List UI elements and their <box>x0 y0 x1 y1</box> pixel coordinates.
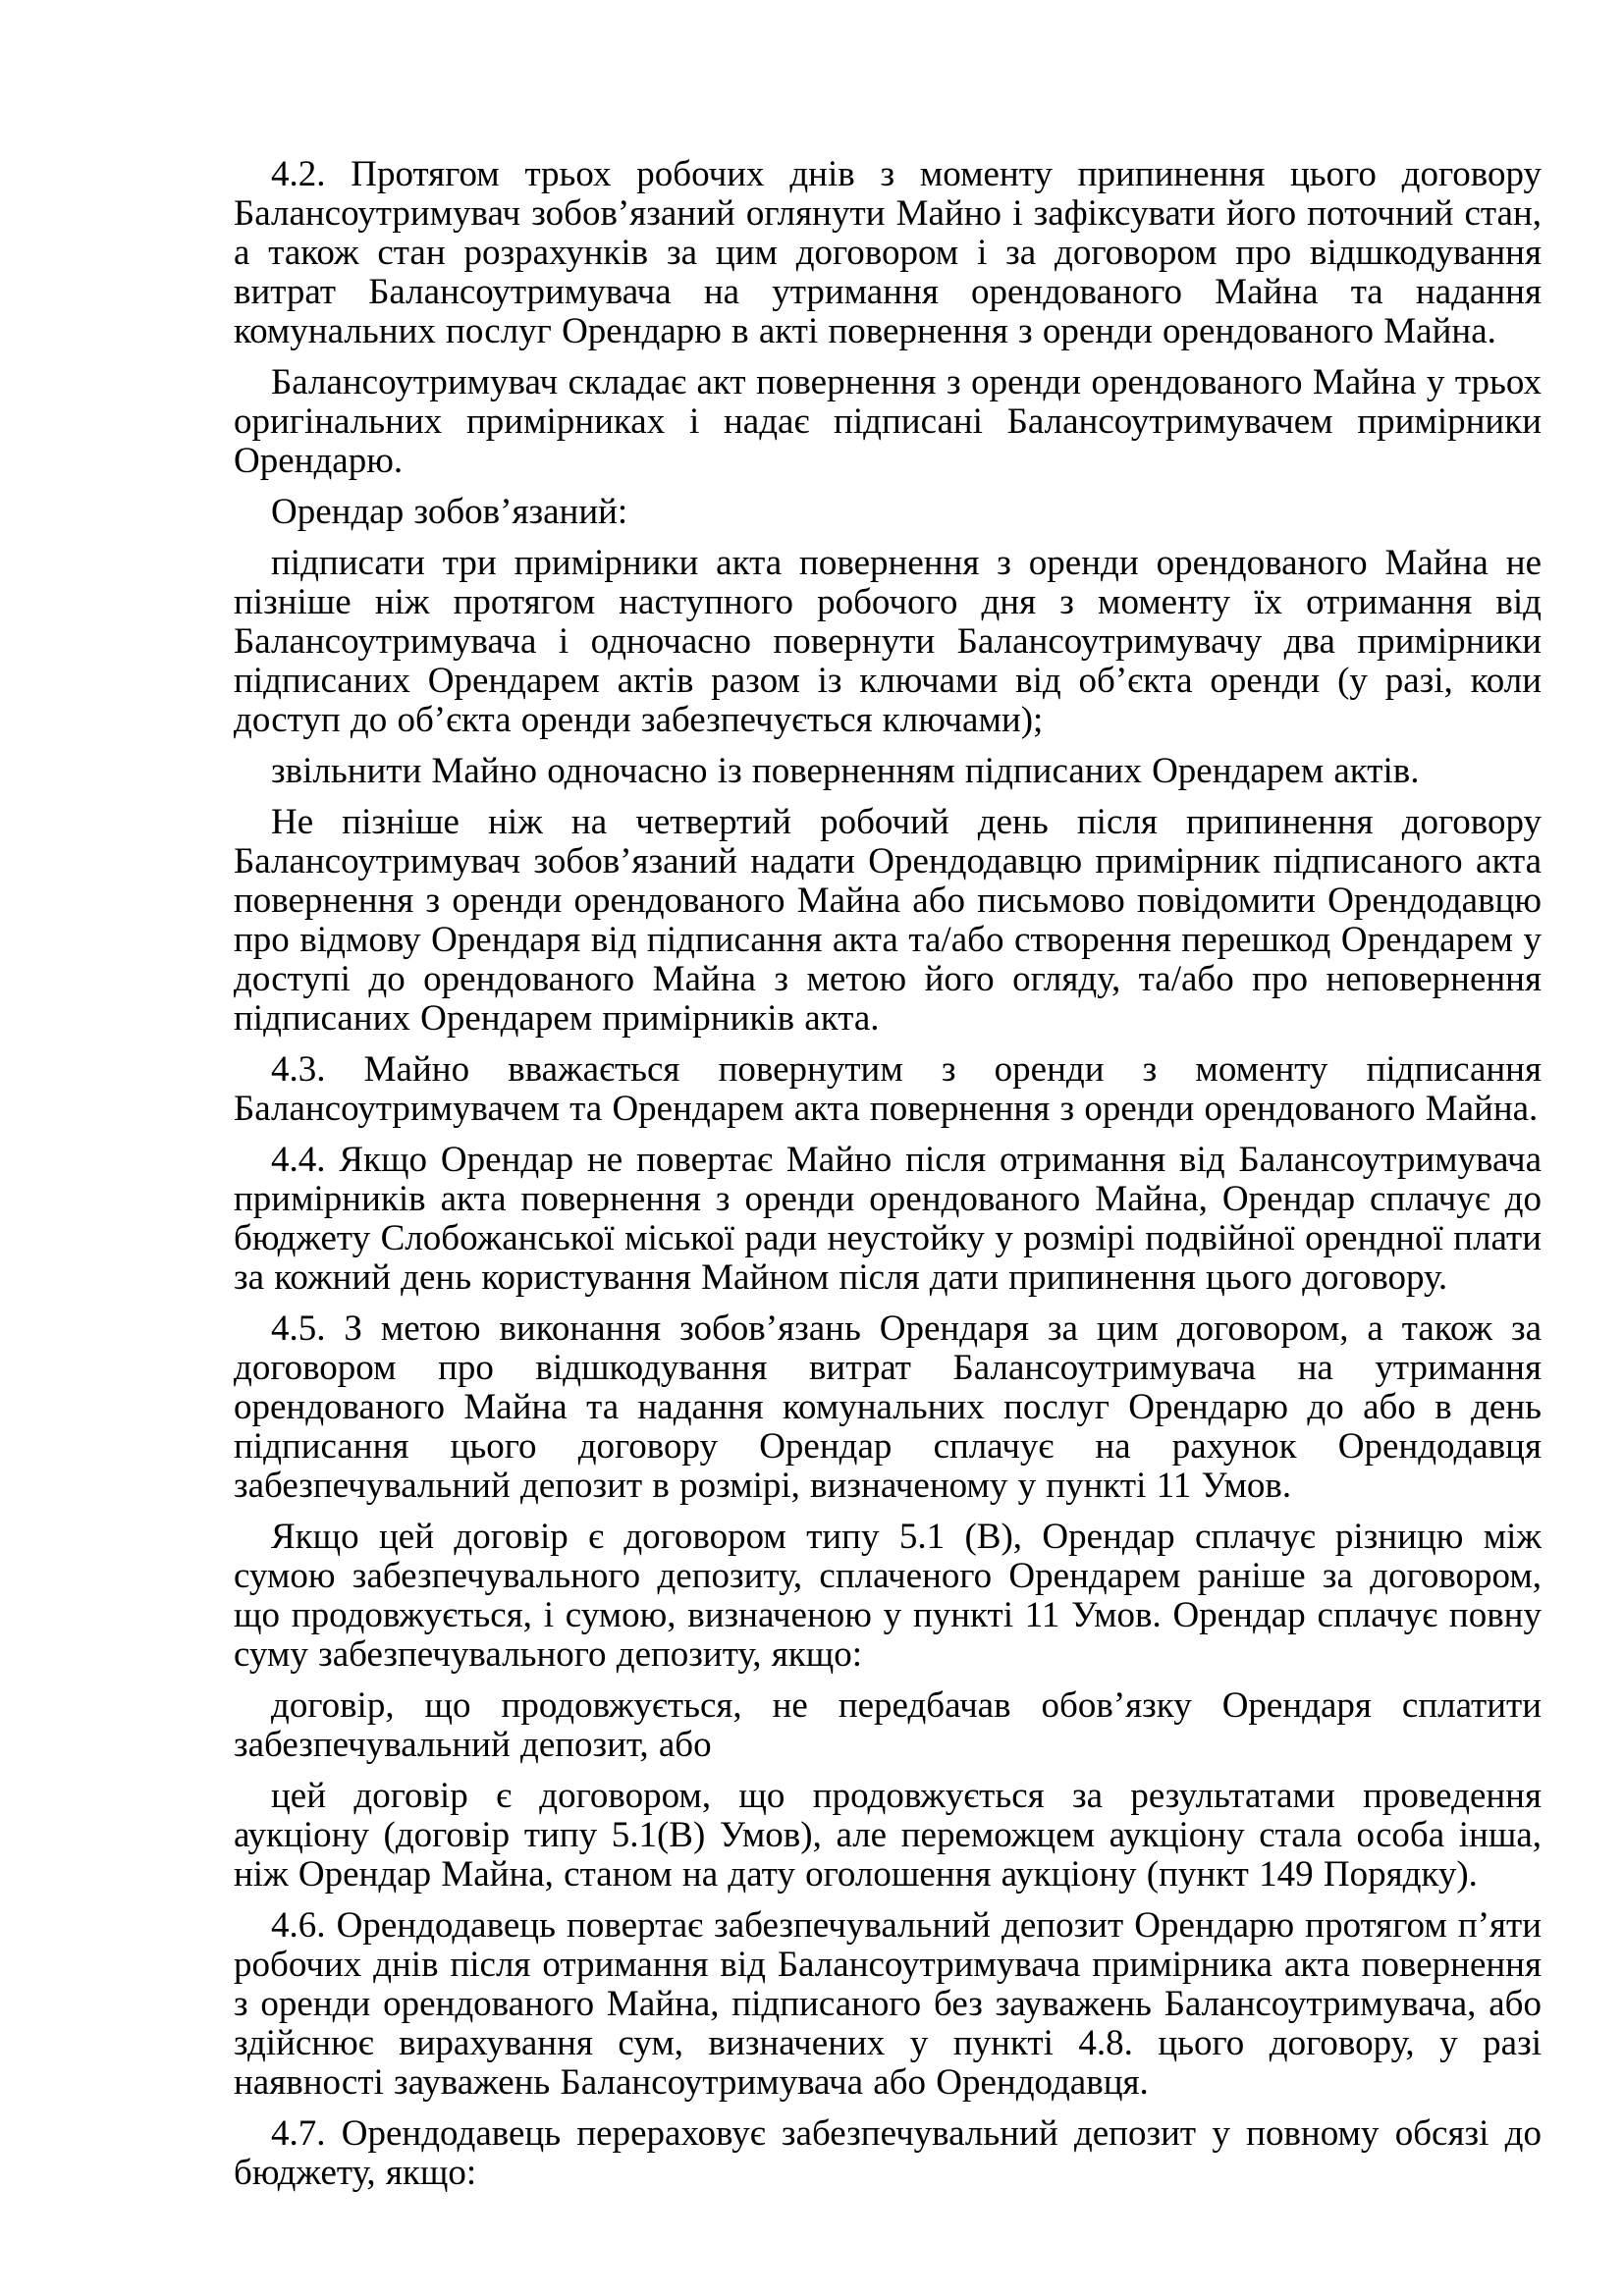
clause-auction-renewal: цей договір є договором, що продовжується за результатами проведення аукціону (договір типу 5.1(В) Умов), але переможцем аукціону стала особа інша, ніж Орендар Майна, станом на дату оголошення аукціону (пункт 149 Порядку). <box>234 1776 1542 1895</box>
clause-4-7: 4.7. Орендодавець перераховує забезпечувальний депозит у повному обсязі до бюджету, якщо: <box>234 2113 1542 2193</box>
clause-deposit-difference: Якщо цей договір є договором типу 5.1 (В), Орендар сплачує різницю між сумою забезпечувального депозиту, сплаченого Орендарем раніше за договором, що продовжується, і сумою, визначеною у пункті 11 Умов. Орендар сплачує повну суму забезпечувального депозиту, якщо: <box>234 1517 1542 1675</box>
clause-sign-three-copies: підписати три примірники акта повернення з оренди орендованого Майна не пізніше ніж протягом наступного робочого дня з моменту їх отримання від Балансоутримувача і одночасно повернути Балансоутримувачу два примірники підписаних Орендарем актів разом із ключами від об’єкта оренди (у разі, коли доступ до об’єкта оренди забезпечується ключами); <box>234 543 1542 740</box>
clause-tenant-obliged-heading: Орендар зобов’язаний: <box>271 492 628 532</box>
clause-balance-holder-drafts-act: Балансоутримувач складає акт повернення з оренди орендованого Майна у трьох оригінальних примірниках і надає підписані Балансоутримувачем примірники Орендарю. <box>234 362 1542 481</box>
clause-no-prior-deposit: договір, що продовжується, не передбачав обов’язку Орендаря сплатити забезпечувальний депозит, або <box>234 1685 1542 1765</box>
clause-4-3: 4.3. Майно вважається повернутим з оренди з моменту підписання Балансоутримувачем та Орендарем акта повернення з оренди орендованого Майна. <box>234 1049 1542 1129</box>
document-body <box>234 155 1542 2205</box>
clause-4-6: 4.6. Орендодавець повертає забезпечувальний депозит Орендарю протягом п’яти робочих днів після отримання від Балансоутримувача примірника акта повернення з оренди орендованого Майна, підписаного без зауважень Балансоутримувача, або здійснює вирахування сум, визначених у пункті 4.8. цього договору, у разі наявності зауважень Балансоутримувача або Орендодавця. <box>234 1905 1542 2103</box>
clause-4-5: 4.5. З метою виконання зобов’язань Орендаря за цим договором, а також за договором про відшкодування витрат Балансоутримувача на утримання орендованого Майна та надання комунальних послуг Орендарю до або в день підписання цього договору Орендар сплачує на рахунок Орендодавця забезпечувальний депозит в розмірі, визначеному у пункті 11 Умов. <box>234 1308 1542 1506</box>
clause-vacate-property: звільнити Майно одночасно із поверненням підписаних Орендарем актів. <box>271 751 1420 791</box>
clause-fourth-working-day: Не пізніше ніж на четвертий робочий день після припинення договору Балансоутримувач зобов’язаний надати Орендодавцю примірник підписаного акта повернення з оренди орендованого Майна або письмово повідомити Орендодавцю про відмову Орендаря від підписання акта та/або створення перешкод Орендарем у доступі до орендованого Майна з метою його огляду, та/або про неповернення підписаних Орендарем примірників акта. <box>234 802 1542 1039</box>
clause-4-4: 4.4. Якщо Орендар не повертає Майно після отримання від Балансоутримувача примірників акта повернення з оренди орендованого Майна, Орендар сплачує до бюджету Слобожанської міської ради неустойку у розмірі подвійної орендної плати за кожний день користування Майном після дати припинення цього договору. <box>234 1140 1542 1298</box>
clause-4-2: 4.2. Протягом трьох робочих днів з моменту припинення цього договору Балансоутримувач зобов’язаний оглянути Майно і зафіксувати його поточний стан, а також стан розрахунків за цим договором і за договором про відшкодування витрат Балансоутримувача на утримання орендованого Майна та надання комунальних послуг Орендарю в акті повернення з оренди орендованого Майна. <box>234 154 1542 351</box>
